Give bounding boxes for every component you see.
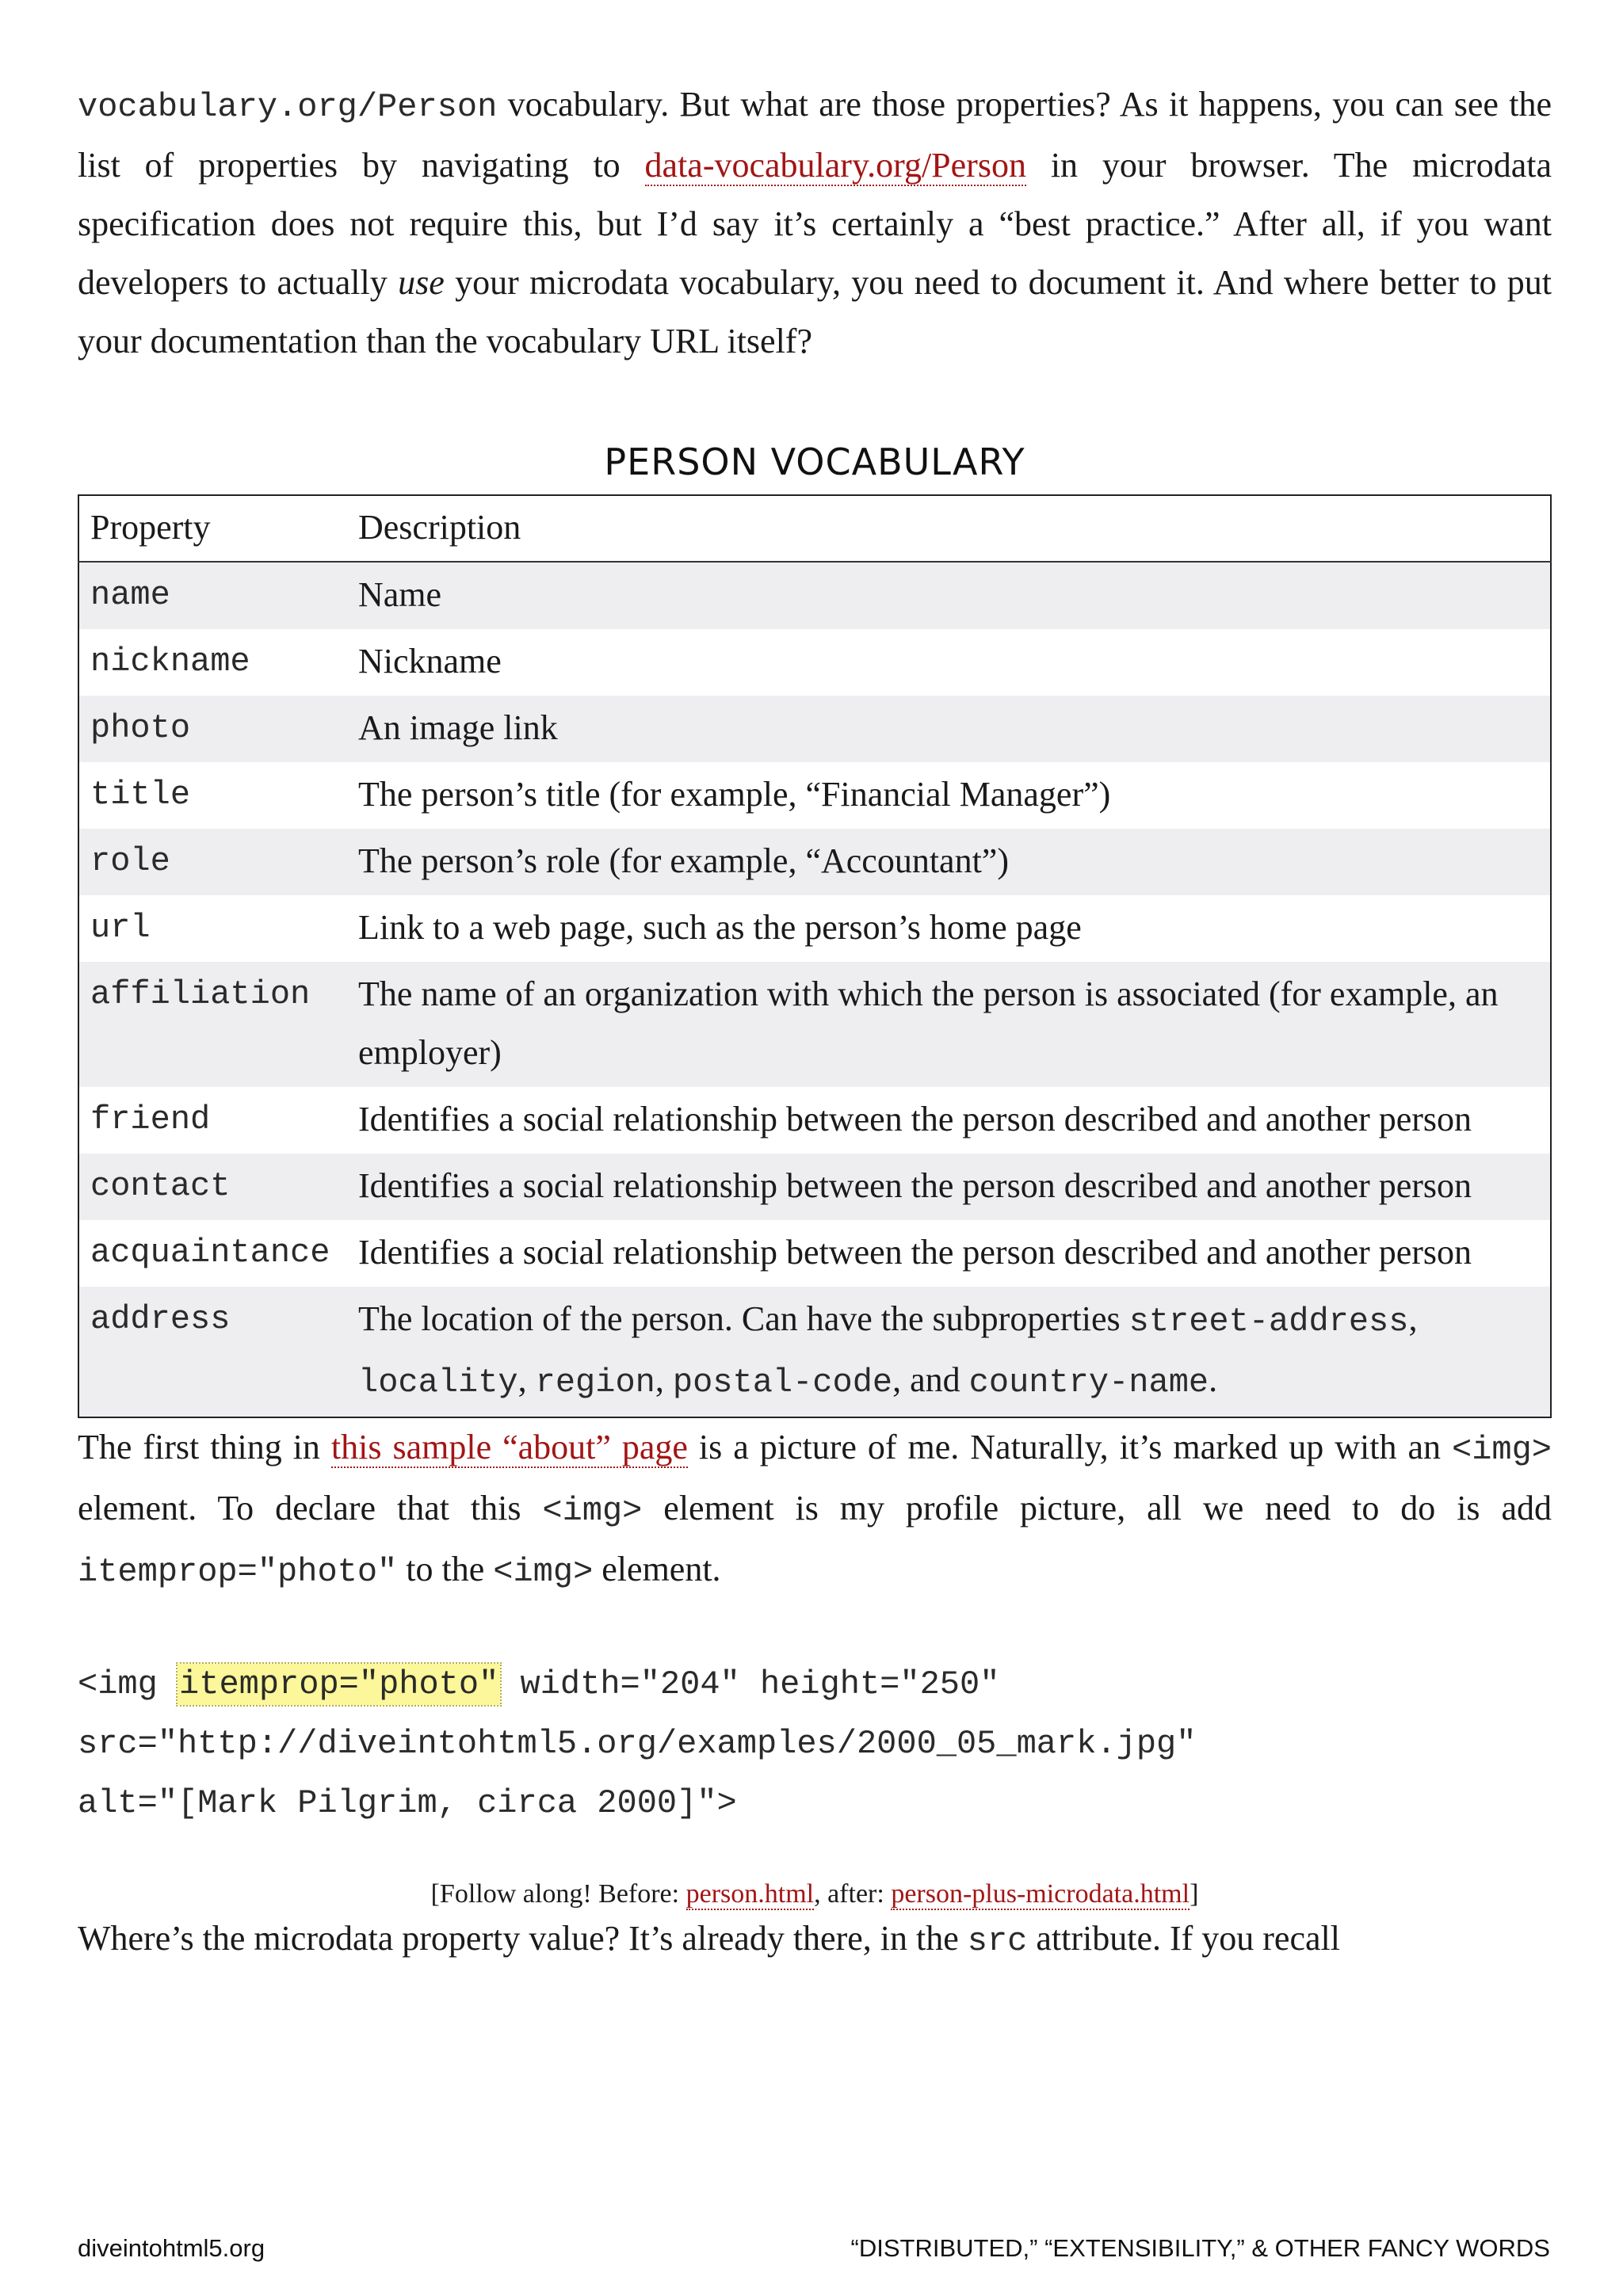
person-html-link[interactable]: person.html [685, 1879, 815, 1909]
text: . [1209, 1360, 1218, 1399]
description-cell: Identifies a social relationship between the person described and another person [347, 1154, 1551, 1220]
code-line-2: src="http://diveintohtml5.org/examples/2000_05_mark.jpg" [78, 1725, 1197, 1763]
about-page-paragraph [78, 1418, 1552, 1601]
text: in your browser. The microdata specification does not require this, but I’d say it’s certainly a “best practice.” After all, if you want developers to actually [78, 146, 1552, 302]
data-vocabulary-link[interactable]: data-vocabulary.org/Person [644, 146, 1026, 185]
property-cell: photo [78, 696, 347, 762]
text: [Follow along! Before: [430, 1879, 686, 1909]
text: The location of the person. Can have the subproperties [358, 1299, 1129, 1338]
code-text: <img [78, 1665, 178, 1703]
table-row [78, 1154, 1551, 1220]
table-row [78, 696, 1551, 762]
person-plus-microdata-link[interactable]: person-plus-microdata.html [891, 1879, 1190, 1909]
property-cell: friend [78, 1087, 347, 1154]
code-block [78, 1655, 1552, 1833]
text: element is my profile picture, all we need to do is add [642, 1489, 1552, 1527]
text: , [1408, 1299, 1418, 1338]
highlighted-itemprop: itemprop="photo" [179, 1665, 499, 1703]
person-vocabulary-table [78, 494, 1552, 1418]
property-cell: title [78, 762, 347, 829]
text: element. [593, 1550, 721, 1589]
text: ] [1190, 1879, 1199, 1909]
property-cell: address [78, 1287, 347, 1417]
description-cell: Identifies a social relationship between the person described and another person [347, 1220, 1551, 1287]
description-cell [347, 1287, 1551, 1417]
description-cell: Identifies a social relationship between the person described and another person [347, 1087, 1551, 1154]
text: , and [892, 1360, 969, 1399]
code-line-3: alt="[Mark Pilgrim, circa 2000]"> [78, 1784, 737, 1822]
text: vocabulary. But what are those properties? As it happens, you can see the list of properties by navigating to [78, 85, 1552, 185]
table-header-row [78, 495, 1551, 562]
inline-code: <img> [542, 1492, 643, 1530]
description-cell: The name of an organization with which the person is associated (for example, an employer) [347, 962, 1551, 1087]
description-cell: Nickname [347, 629, 1551, 696]
property-cell: acquaintance [78, 1220, 347, 1287]
table-title: PERSON VOCABULARY [604, 441, 1025, 483]
table-row [78, 829, 1551, 895]
inline-code: vocabulary.org/Person [78, 88, 498, 126]
description-cell: Name [347, 562, 1551, 629]
text: is a picture of me. Naturally, it’s marked up with an [687, 1428, 1452, 1466]
inline-code: street-address [1128, 1302, 1409, 1341]
table-row [78, 562, 1551, 629]
text: your microdata vocabulary, you need to document it. And where better to put your documentation than the vocabulary URL itself? [78, 263, 1552, 360]
footer-site: diveintohtml5.org [78, 2234, 265, 2262]
sample-about-page-link[interactable]: this sample “about” page [330, 1428, 688, 1466]
text: The first thing in [78, 1428, 331, 1466]
table-row [78, 629, 1551, 696]
inline-code: <img> [1451, 1431, 1552, 1469]
text: attribute. If you recall [1027, 1919, 1340, 1958]
column-header-description: Description [347, 495, 1551, 562]
follow-along-note [78, 1879, 1552, 1909]
inline-code: country-name [968, 1363, 1209, 1402]
table-body [78, 562, 1551, 1417]
text: , [517, 1360, 536, 1399]
table-row [78, 1220, 1551, 1287]
description-cell: The person’s title (for example, “Financial Manager”) [347, 762, 1551, 829]
text: to the [397, 1550, 494, 1589]
footer-chapter-title: “DISTRIBUTED,” “EXTENSIBILITY,” & OTHER FANCY WORDS [850, 2234, 1550, 2262]
table-row [78, 962, 1551, 1087]
page-content [78, 75, 1552, 1970]
emphasis: use [398, 263, 445, 302]
property-cell: role [78, 829, 347, 895]
property-cell: contact [78, 1154, 347, 1220]
table-row [78, 762, 1551, 829]
column-header-property: Property [78, 495, 347, 562]
description-cell: Link to a web page, such as the person’s home page [347, 895, 1551, 962]
table-row [78, 1087, 1551, 1154]
intro-paragraph [78, 75, 1552, 371]
code-line-1 [78, 1664, 999, 1705]
property-cell: affiliation [78, 962, 347, 1087]
table-row [78, 1287, 1551, 1417]
text: Where’s the microdata property value? It’s already there, in the [78, 1919, 968, 1958]
property-value-paragraph [78, 1909, 1552, 1970]
property-cell: url [78, 895, 347, 962]
property-cell: nickname [78, 629, 347, 696]
property-cell: name [78, 562, 347, 629]
description-cell: The person’s role (for example, “Accountant”) [347, 829, 1551, 895]
text: , after: [814, 1879, 892, 1909]
text: element. To declare that this [78, 1489, 543, 1527]
inline-code: <img> [493, 1553, 594, 1591]
inline-code: src [967, 1922, 1028, 1960]
table-row [78, 895, 1551, 962]
inline-code: region [535, 1363, 655, 1402]
code-text: width="204" height="250" [500, 1665, 1000, 1703]
inline-code: locality [358, 1363, 518, 1402]
inline-code: postal-code [672, 1363, 893, 1402]
inline-code: itemprop="photo" [78, 1553, 398, 1591]
description-cell: An image link [347, 696, 1551, 762]
text: , [655, 1360, 673, 1399]
